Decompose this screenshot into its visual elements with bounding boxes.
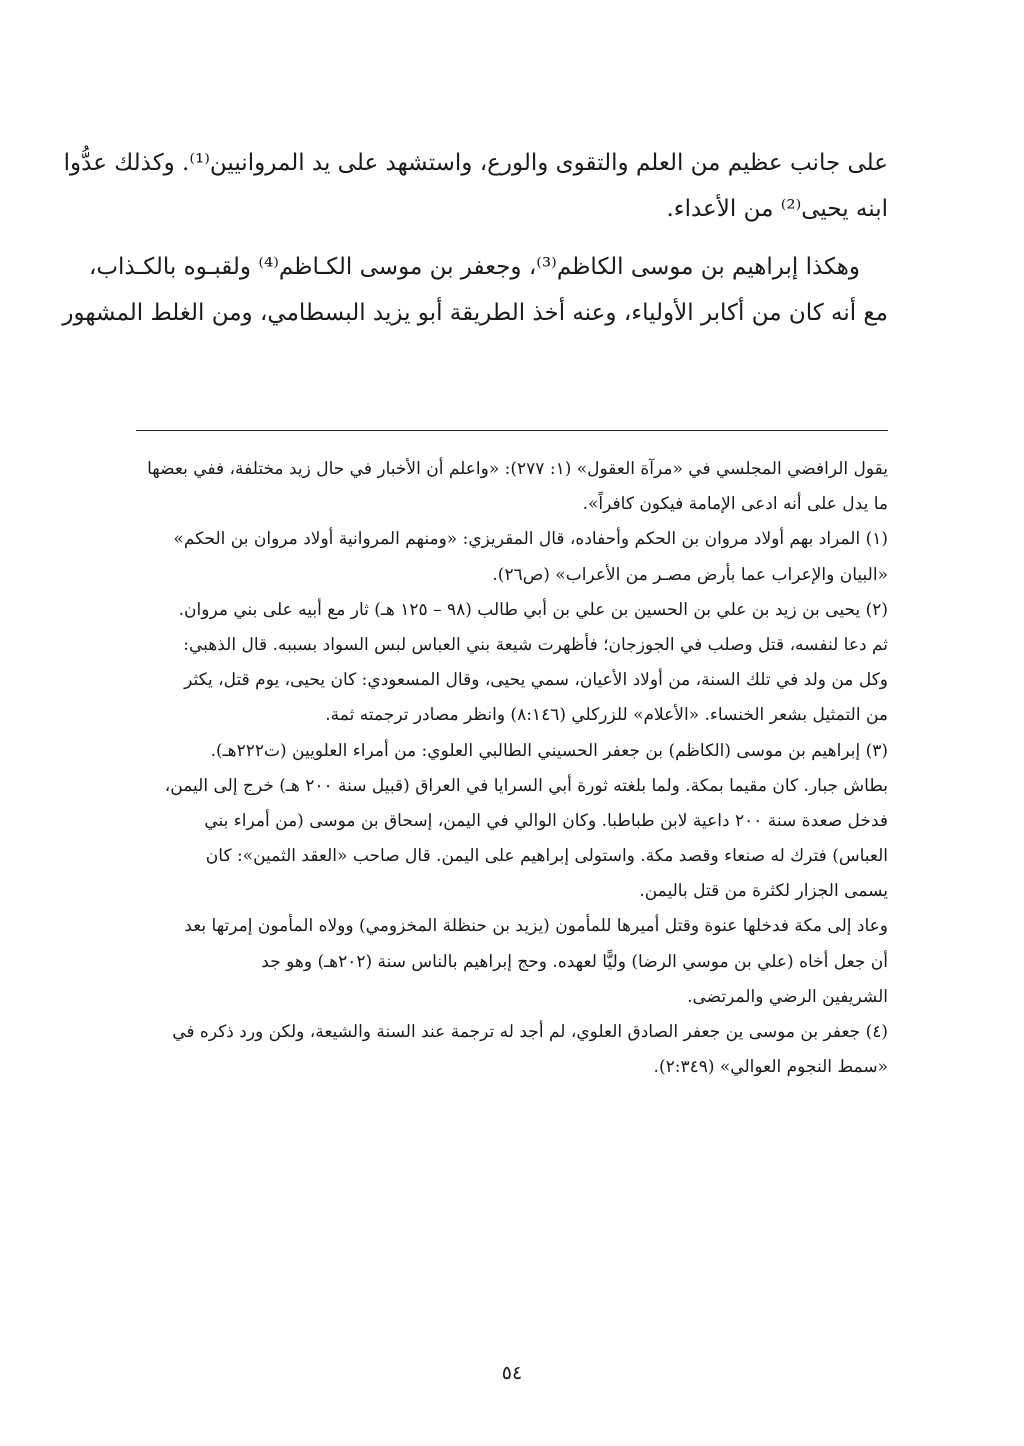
footnotes-block — [136, 452, 888, 1085]
footnote-line: العباس) فترك له صنعاء وقصد مكة. واستولى إبراهيم على اليمن. قال صاحب «العقد الثمين»: كان — [205, 846, 888, 867]
footnote-line: ثم دعا لنفسه، قتل وصلب في الجوزجان؛ فأظهرت شيعة بني العباس لبس السواد بسببه. قال الذهبي: — [183, 634, 888, 655]
footnote-line: وكل من ولد في تلك السنة، من أولاد الأعيان، سمي يحيى، وقال المسعودي: كان يحيى، يوم قتل، يكثر — [184, 670, 888, 691]
footnote-line: يقول الرافضي المجلسي في «مرآة العقول» (١: ٢٧٧): «واعلم أن الأخبار في حال زيد مختلفة، ففي بعضها — [147, 459, 888, 479]
footnote-line: وعاد إلى مكة فدخلها عنوة وقتل أميرها للمأمون (يزيد بن حنظلة المخزومي) وولاه المأمون إمرتها بعد — [184, 916, 888, 937]
footnote-line: يسمى الجزار لكثرة من قتل باليمن. — [639, 881, 888, 902]
main-text-line: ابنه يحيى⁽²⁾ من الأعداء. — [666, 196, 888, 222]
footnote-line: (١) المراد بهم أولاد مروان بن الحكم وأحفاده، قال المقريزي: «ومنهم المروانية أولاد مروان بن الحكم» — [173, 529, 888, 550]
main-text-line: وهكذا إبراهيم بن موسى الكاظم⁽³⁾، وجعفر بن موسى الكـاظم⁽⁴⁾ ولقبـوه بالكـذاب، — [88, 254, 860, 280]
footnote-line: (٤) جعفر بن موسى ين جعفر الصادق العلوي، لم أجد له ترجمة عند السنة والشيعة، ولكن ورد ذكره في — [172, 1022, 888, 1042]
footnote-line: «البيان والإعراب عما بأرض مصـر من الأعراب» (ص٢٦). — [492, 564, 888, 585]
footnote-line: من التمثيل بشعر الخنساء. «الأعلام» للزركلي (٨:١٤٦) وانظر مصادر ترجمته ثمة. — [325, 705, 888, 726]
footnote-line: ما يدل على أنه ادعى الإمامة فيكون كافراً». — [582, 494, 888, 515]
page-number: ٥٤ — [501, 1362, 523, 1384]
footnote-line: الشريفين الرضي والمرتضى. — [687, 986, 888, 1007]
footnote-line: أن جعل أخاه (علي بن موسي الرضا) وليًّا لعهده. وحج إبراهيم بالناس سنة (٢٠٢هـ) وهو جد — [261, 951, 888, 972]
footnote-separator — [136, 430, 888, 431]
footnote-line: «سمط النجوم العوالي» (٢:٣٤٩). — [653, 1057, 888, 1078]
footnote-line: (٣) إبراهيم بن موسى (الكاظم) بن جعفر الحسيني الطالبي العلوي: من أمراء العلويين (ت٢٢٢هـ). — [210, 740, 888, 761]
footnote-line: بطاش جبار. كان مقيما بمكة. ولما بلغته ثورة أبي السرايا في العراق (قبيل سنة ٢٠٠ هـ) خرج إلى اليمن، — [164, 775, 888, 796]
footnote-line: (٢) يحيى بن زيد بن علي بن الحسين بن علي بن أبي طالب (٩٨ – ١٢٥ هـ) ثار مع أبيه على بني مروان. — [178, 599, 888, 620]
main-text-line: على جانب عظيم من العلم والتقوى والورع، واستشهد على يد المروانيين⁽¹⁾. وكذلك عدُّوا — [63, 150, 888, 176]
main-text-line: مع أنه كان من أكابر الأولياء، وعنه أخذ الطريقة أبو يزيد البسطامي، ومن الغلط المشهور — [62, 300, 888, 326]
footnote-line: فدخل صعدة سنة ٢٠٠ داعية لابن طباطبا. وكان الوالي في اليمن، إسحاق بن موسى (من أمراء بني — [204, 810, 888, 831]
main-text-block — [62, 140, 888, 336]
